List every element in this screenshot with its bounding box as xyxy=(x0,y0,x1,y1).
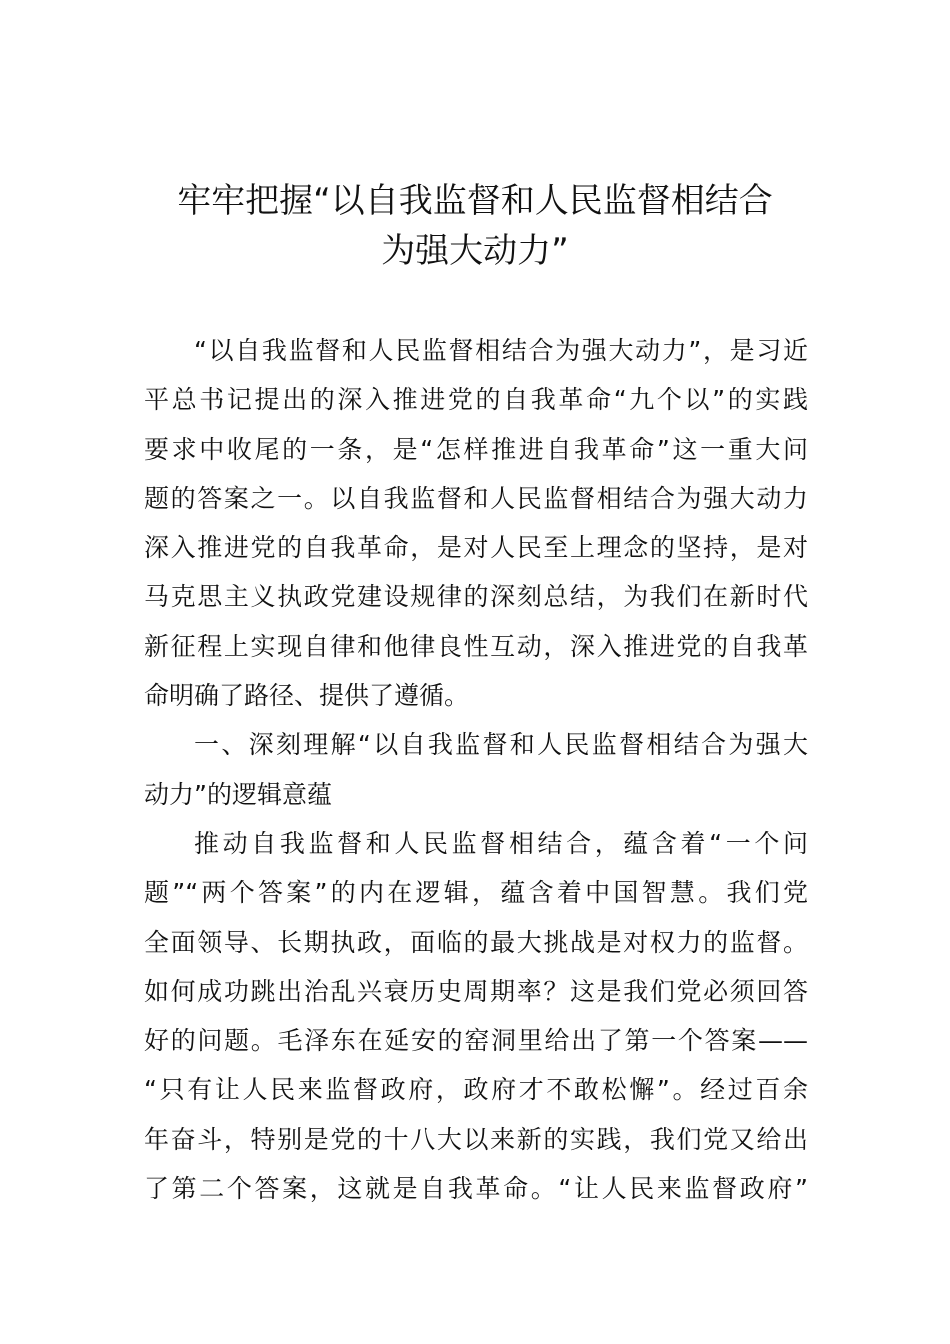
document-body xyxy=(144,326,808,1213)
title-line-1: 牢牢把握“以自我监督和人民监督相结合 xyxy=(177,181,773,221)
section-heading-line: 一、深刻理解“以自我监督和人民监督相结合为强大 xyxy=(194,730,808,760)
body-line: 马克思主义执政党建设规律的深刻总结，为我们在新时代 xyxy=(144,582,808,612)
body-line: 如何成功跳出治乱兴衰历史周期率？这是我们党必须回答 xyxy=(144,976,808,1006)
body-line: 题”“两个答案”的内在逻辑，蕴含着中国智慧。我们党 xyxy=(144,878,808,908)
document-title xyxy=(100,176,850,276)
title-line-2: 为强大动力” xyxy=(381,231,569,271)
body-line: “以自我监督和人民监督相结合为强大动力”，是习近 xyxy=(194,336,808,365)
body-line: “只有让人民来监督政府，政府才不敢松懈”。经过百余 xyxy=(144,1075,808,1105)
body-line: 全面领导、长期执政，面临的最大挑战是对权力的监督。 xyxy=(144,927,808,957)
body-line: 命明确了路径、提供了遵循。 xyxy=(144,681,470,711)
body-line: 推动自我监督和人民监督相结合，蕴含着“一个问 xyxy=(194,828,808,858)
body-line: 要求中收尾的一条，是“怎样推进自我革命”这一重大问 xyxy=(144,434,808,464)
body-line: 好的问题。毛泽东在延安的窑洞里给出了第一个答案—— xyxy=(144,1026,808,1056)
section-heading-line: 动力”的逻辑意蕴 xyxy=(144,779,332,809)
body-line: 题的答案之一。以自我监督和人民监督相结合为强大动力 xyxy=(144,483,808,513)
body-line: 新征程上实现自律和他律良性互动，深入推进党的自我革 xyxy=(144,631,808,661)
body-line: 深入推进党的自我革命，是对人民至上理念的坚持，是对 xyxy=(144,533,808,563)
body-line: 平总书记提出的深入推进党的自我革命“九个以”的实践 xyxy=(144,385,808,415)
body-line: 了第二个答案，这就是自我革命。“让人民来监督政府” xyxy=(144,1174,808,1204)
body-line: 年奋斗，特别是党的十八大以来新的实践，我们党又给出 xyxy=(144,1124,808,1154)
